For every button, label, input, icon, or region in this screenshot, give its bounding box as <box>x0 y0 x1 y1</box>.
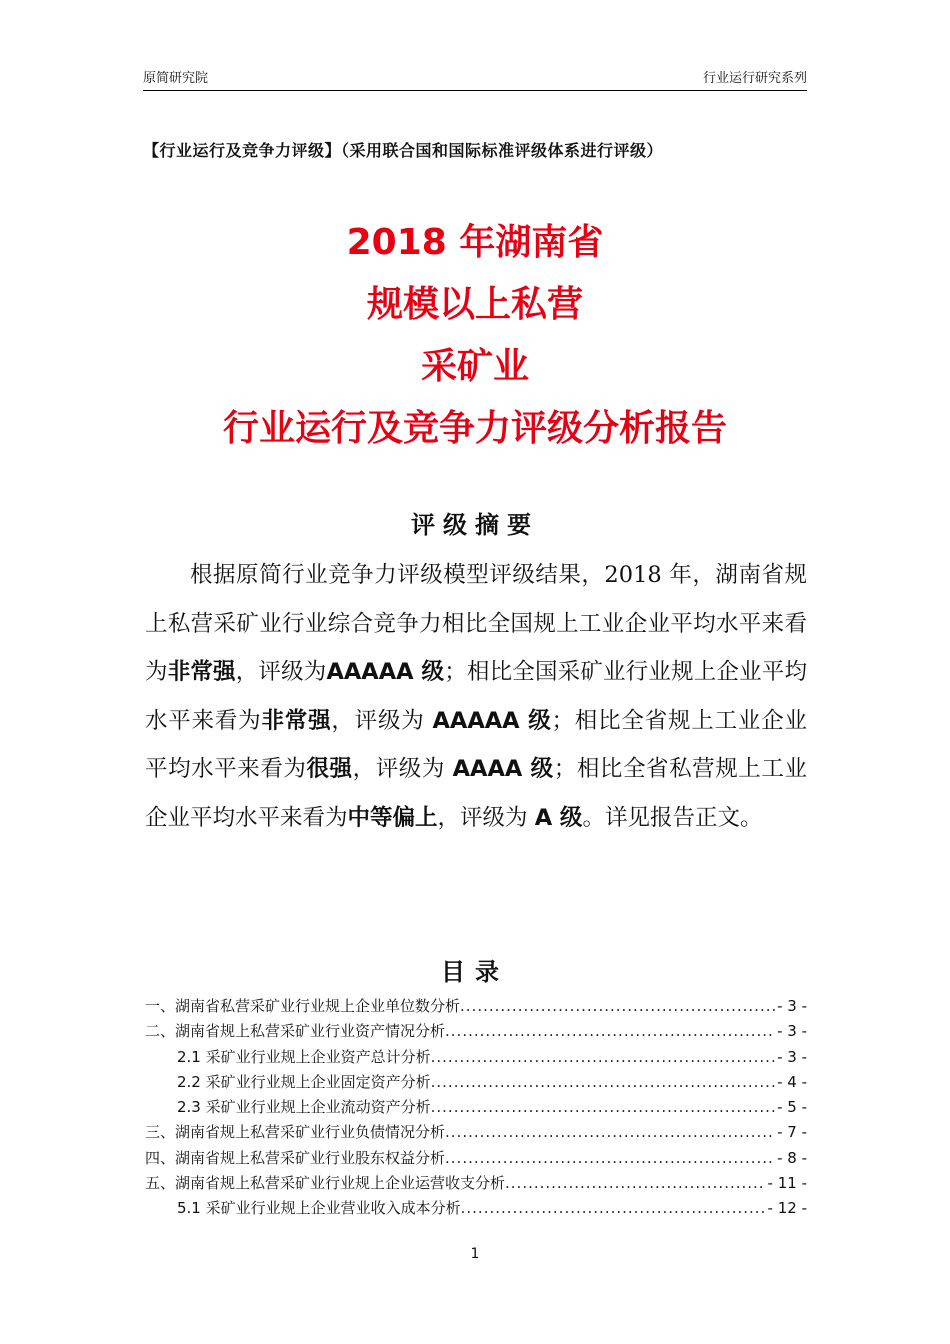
header-series: 行业运行研究系列 <box>702 71 807 86</box>
rating-level: 很强 <box>306 756 353 782</box>
toc-entry-label: 五、湖南省规上私营采矿业行业规上企业运营收支分析 <box>145 1174 506 1193</box>
toc-entry[interactable] <box>145 1095 807 1120</box>
summary-seg: ；相比全国采矿业行业规上企业平均水平来看为 <box>145 659 807 734</box>
toc-entry-page: - 4 - <box>777 1072 807 1091</box>
toc-entry[interactable] <box>145 1070 807 1095</box>
toc-leader <box>461 1196 766 1221</box>
toc-entry-page: - 3 - <box>777 997 807 1015</box>
page-number: 1 <box>470 1246 480 1262</box>
toc-entry-label: 四、湖南省规上私营采矿业行业股东权益分析 <box>145 1148 446 1167</box>
table-of-contents <box>145 994 807 1222</box>
toc-entry-page: - 3 - <box>777 1022 807 1041</box>
toc-entry-page: - 3 - <box>777 1047 807 1066</box>
page-header <box>143 66 807 91</box>
toc-entry-label: 2.2 采矿业行业规上企业固定资产分析 <box>177 1072 431 1091</box>
toc-entry-label: 三、湖南省规上私营采矿业行业负债情况分析 <box>145 1123 446 1142</box>
toc-leader <box>431 1095 775 1120</box>
toc-leader <box>445 1120 775 1145</box>
toc-entry-label: 一、湖南省私营采矿业行业规上企业单位数分析 <box>145 997 461 1015</box>
toc-entry[interactable] <box>145 1196 807 1221</box>
toc-leader <box>445 1146 775 1171</box>
title-line-1: 2018 年湖南省 <box>346 222 604 263</box>
rating-grade: AAAA 级 <box>452 756 554 782</box>
toc-entry-label: 二、湖南省规上私营采矿业行业资产情况分析 <box>145 1022 446 1041</box>
summary-seg: ；相比全省规上工业企业平均水平来看为 <box>145 707 807 782</box>
toc-entry-label: 2.1 采矿业行业规上企业资产总计分析 <box>177 1047 431 1066</box>
rating-grade: AAAAA 级 <box>432 707 552 734</box>
toc-entry[interactable] <box>145 1146 807 1171</box>
toc-leader <box>431 1070 775 1095</box>
toc-entry[interactable] <box>145 1045 807 1070</box>
toc-entry[interactable] <box>145 1019 807 1044</box>
toc-entry[interactable] <box>145 1120 807 1145</box>
toc-entry[interactable] <box>145 994 807 1019</box>
rating-level: 非常强 <box>167 659 236 685</box>
toc-entry-page: - 8 - <box>777 1148 807 1167</box>
rating-grade: A 级 <box>534 804 583 831</box>
toc-entry-label: 5.1 采矿业行业规上企业营业收入成本分析 <box>177 1199 461 1218</box>
toc-entry[interactable] <box>145 1171 807 1196</box>
toc-entry-page: - 5 - <box>777 1098 807 1117</box>
title-line-3: 采矿业 <box>420 346 529 387</box>
summary-seg: ，评级为 <box>352 756 453 782</box>
toc-leader <box>505 1171 766 1196</box>
title-line-2: 规模以上私营 <box>366 284 583 325</box>
toc-leader <box>431 1045 775 1070</box>
toc-heading: 目录 <box>441 958 509 986</box>
summary-seg: ，评级为 <box>437 804 535 831</box>
summary-heading: 评级摘要 <box>411 511 539 539</box>
summary-seg: ，评级为 <box>235 659 327 685</box>
summary-seg: 。详见报告正文。 <box>582 804 763 831</box>
toc-entry-page: - 11 - <box>767 1174 807 1193</box>
title-line-4: 行业运行及竞争力评级分析报告 <box>222 408 727 449</box>
report-title <box>0 212 950 460</box>
summary-seg: 根据原简行业竞争力评级模型评级结果，2018 年，湖南省规上私营采矿业行业综合竞争力相比全国规上工业企业平均水平来看为 <box>145 562 807 685</box>
toc-entry-page: - 7 - <box>777 1123 807 1142</box>
rating-tag: 【行业运行及竞争力评级】（采用联合国和国际标准评级体系进行评级） <box>143 141 664 160</box>
toc-entry-label: 2.3 采矿业行业规上企业流动资产分析 <box>177 1098 431 1117</box>
rating-level: 非常强 <box>261 707 332 734</box>
toc-entry-page: - 12 - <box>767 1199 807 1218</box>
toc-leader <box>460 994 775 1019</box>
rating-level: 中等偏上 <box>347 804 438 831</box>
summary-seg: ；相比全省私营规上工业企业平均水平来看为 <box>145 756 807 831</box>
summary-paragraph <box>145 551 807 842</box>
toc-leader <box>445 1019 775 1044</box>
rating-grade: AAAAA 级 <box>326 659 445 685</box>
header-org: 原简研究院 <box>143 71 209 86</box>
summary-seg: ，评级为 <box>331 707 433 734</box>
